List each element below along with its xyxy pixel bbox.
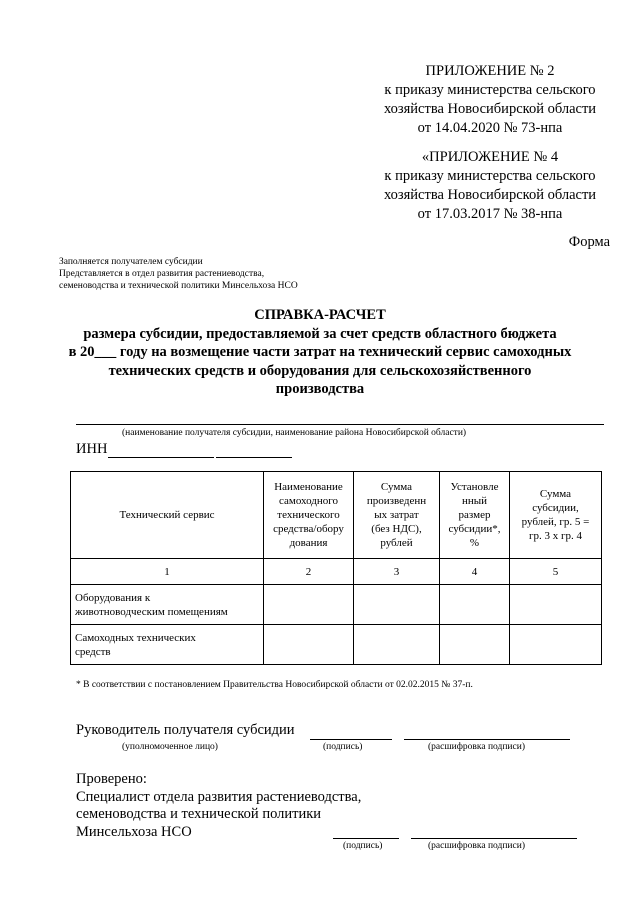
table-input-cell[interactable] (354, 625, 440, 665)
header-line: Установле (450, 481, 499, 493)
title-line: технических средств и оборудования для сельскохозяйственного (108, 362, 532, 379)
header-line: Технический сервис (119, 509, 215, 521)
header-line: дования (289, 537, 328, 549)
table-row (71, 625, 602, 665)
header-line: Сумма (380, 481, 413, 493)
row-label-line: животноводческим помещениям (75, 605, 228, 618)
verified-block (76, 771, 361, 841)
verified-line: Специалист отдела развития растениеводства, (76, 788, 362, 805)
table-number-row (71, 559, 602, 585)
header-line: субсидии*, (448, 523, 501, 535)
appendix-prev-block (370, 148, 610, 224)
signature-sign-field[interactable] (310, 739, 392, 740)
form-label: Форма (568, 234, 610, 250)
header-line: субсидии, (532, 502, 579, 514)
document-title (0, 306, 640, 399)
note-line: Заполняется получателем субсидии (59, 257, 203, 267)
title-line: в 20___ году на возмещение части затрат на технический сервис самоходных (68, 344, 572, 360)
column-number: 2 (264, 559, 354, 585)
subsidy-table (70, 471, 602, 665)
recipient-caption: (наименование получателя субсидии, наименование района Новосибирской области) (122, 428, 467, 438)
header-cell (264, 472, 354, 559)
verified-decode-field[interactable] (411, 838, 577, 839)
note-line: Представляется в отдел развития растениеводства, (59, 269, 265, 279)
verified-line: семеноводства и технической политики (76, 806, 322, 822)
appendix-prev-line: к приказу министерства сельского (384, 168, 596, 184)
table-input-cell[interactable] (264, 625, 354, 665)
verified-caption-sign: (подпись) (343, 841, 383, 851)
appendix-block (370, 62, 610, 138)
appendix-line: ПРИЛОЖЕНИЕ № 2 (425, 63, 555, 79)
header-line: ых затрат (374, 509, 419, 521)
title-line: производства (275, 381, 365, 397)
header-cell (354, 472, 440, 559)
header-line: произведенн (366, 495, 427, 507)
row-label-line: Оборудования к (75, 591, 151, 604)
table-input-cell[interactable] (440, 585, 510, 625)
header-cell (510, 472, 602, 559)
caption-sign: (подпись) (323, 742, 363, 752)
table-input-cell[interactable] (440, 625, 510, 665)
column-number: 4 (440, 559, 510, 585)
row-label (71, 585, 264, 625)
title-main: СПРАВКА-РАСЧЕТ (254, 307, 386, 323)
header-line: самоходного (278, 495, 339, 507)
signature-label: Руководитель получателя субсидии (76, 722, 295, 738)
row-label-line: Самоходных технических (75, 631, 196, 644)
header-cell (440, 472, 510, 559)
table-row (71, 585, 602, 625)
caption-decode: (расшифровка подписи) (428, 742, 525, 752)
header-line: средства/обору (273, 523, 344, 535)
table-input-cell[interactable] (510, 585, 602, 625)
header-line: рублей, гр. 5 = (521, 516, 590, 528)
header-line: технического (277, 509, 340, 521)
appendix-line: к приказу министерства сельского (384, 82, 596, 98)
signature-decode-field[interactable] (404, 739, 570, 740)
column-number: 1 (71, 559, 264, 585)
verified-line: Проверено: (76, 771, 147, 787)
title-line: размера субсидии, предоставляемой за счет средств областного бюджета (83, 325, 557, 342)
appendix-line: хозяйства Новосибирской области (383, 101, 597, 117)
note-line: семеноводства и технической политики Минсельхоза НСО (59, 281, 298, 291)
column-number: 3 (354, 559, 440, 585)
column-number: 5 (510, 559, 602, 585)
header-line: размер (458, 509, 491, 521)
table-input-cell[interactable] (354, 585, 440, 625)
header-line: (без НДС), (371, 523, 422, 535)
appendix-line: от 14.04.2020 № 73-нпа (417, 120, 563, 136)
table-input-cell[interactable] (264, 585, 354, 625)
verified-line: Минсельхоза НСО (76, 823, 192, 840)
table-input-cell[interactable] (510, 625, 602, 665)
inn-field-1[interactable] (108, 457, 214, 458)
appendix-prev-line: от 17.03.2017 № 38-нпа (417, 206, 563, 222)
appendix-prev-line: хозяйства Новосибирской области (383, 187, 597, 203)
inn-field-2[interactable] (216, 457, 292, 458)
header-line: нный (461, 495, 488, 507)
header-line: Сумма (539, 488, 572, 500)
header-cell (71, 472, 264, 559)
footnote: * В соответствии с постановлением Правительства Новосибирской области от 02.02.2015 № 37-п. (76, 680, 473, 690)
row-label-line: средств (75, 645, 111, 658)
row-label (71, 625, 264, 665)
header-line: Наименование (274, 481, 343, 493)
inn-label: ИНН (76, 441, 108, 457)
appendix-prev-line: «ПРИЛОЖЕНИЕ № 4 (421, 149, 559, 165)
verified-caption-decode: (расшифровка подписи) (428, 841, 525, 851)
header-line: гр. 3 х гр. 4 (528, 530, 583, 542)
header-line: % (469, 537, 480, 549)
recipient-field[interactable] (76, 424, 604, 425)
caption-person: (уполномоченное лицо) (122, 742, 218, 752)
header-line: рублей (380, 537, 413, 549)
notes-block (59, 256, 298, 292)
verified-sign-field[interactable] (333, 838, 399, 839)
table-header-row (71, 472, 602, 559)
